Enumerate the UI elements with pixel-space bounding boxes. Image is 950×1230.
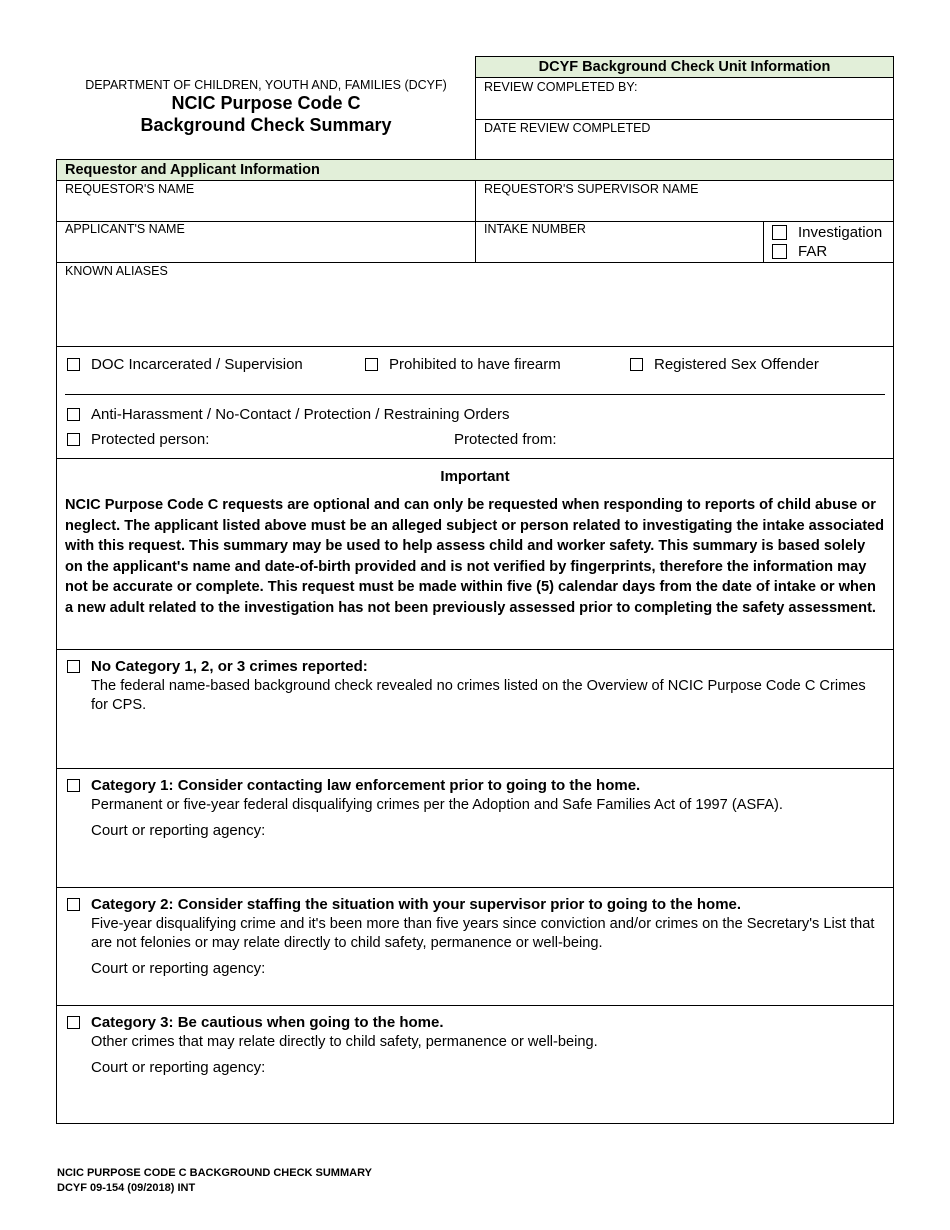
category-1-section <box>57 769 893 887</box>
no-category-checkbox[interactable] <box>67 660 80 673</box>
category-3-desc: Other crimes that may relate directly to child safety, permanence or well-being. <box>91 1034 598 1050</box>
investigation-label: Investigation <box>798 224 883 241</box>
protected-person-option[interactable] <box>67 431 209 448</box>
known-aliases-field[interactable]: KNOWN ALIASES <box>65 264 168 278</box>
firearm-checkbox[interactable] <box>365 358 378 371</box>
intake-number-field[interactable]: INTAKE NUMBER <box>484 222 586 236</box>
sex-offender-option[interactable] <box>630 356 819 373</box>
category-2-checkbox[interactable] <box>67 898 80 911</box>
form-title-line1: NCIC Purpose Code C <box>171 93 361 113</box>
supervisor-name-field[interactable]: REQUESTOR'S SUPERVISOR NAME <box>484 182 699 196</box>
unit-info-heading: DCYF Background Check Unit Information <box>476 57 893 78</box>
main-form <box>56 159 894 1124</box>
no-category-title: No Category 1, 2, or 3 crimes reported: <box>91 658 368 675</box>
flags-divider <box>65 394 885 395</box>
footer-form-name: NCIC PURPOSE CODE C BACKGROUND CHECK SUMMARY <box>57 1167 372 1179</box>
firearm-label: Prohibited to have firearm <box>389 356 561 373</box>
important-heading: Important <box>440 468 510 485</box>
requestor-name-field[interactable]: REQUESTOR'S NAME <box>65 182 195 196</box>
protected-person-label: Protected person: <box>91 431 210 448</box>
category-1-agency-field[interactable]: Court or reporting agency: <box>91 822 266 839</box>
date-review-completed-field[interactable]: DATE REVIEW COMPLETED <box>484 121 651 135</box>
sex-offender-checkbox[interactable] <box>630 358 643 371</box>
department-name: DEPARTMENT OF CHILDREN, YOUTH AND, FAMILIES (DCYF) <box>85 78 447 92</box>
applicant-name-field[interactable]: APPLICANT'S NAME <box>65 222 185 236</box>
far-label: FAR <box>798 243 828 260</box>
category-2-agency-field[interactable]: Court or reporting agency: <box>91 960 266 977</box>
category-2-section <box>57 888 893 1006</box>
sex-offender-label: Registered Sex Offender <box>654 356 819 373</box>
orders-checkbox[interactable] <box>67 408 80 421</box>
orders-label: Anti-Harassment / No-Contact / Protection / Restraining Orders <box>91 406 510 423</box>
category-1-desc: Permanent or five-year federal disqualifying crimes per the Adoption and Safe Families Act of 1997 (ASFA). <box>91 797 783 813</box>
doc-option[interactable] <box>67 356 303 373</box>
unit-info-box <box>475 56 894 159</box>
category-3-section <box>57 1006 893 1123</box>
requestor-section-heading: Requestor and Applicant Information <box>57 160 893 181</box>
no-category-desc: The federal name-based background check revealed no crimes listed on the Overview of NCIC Purpose Code C Crimes for CPS. <box>91 678 866 713</box>
category-2-desc: Five-year disqualifying crime and it's been more than five years since conviction and/or crimes on the Secretary's List that are not felonies or may relate directly to child safety, permanence or well-being. <box>91 916 875 951</box>
category-1-title: Category 1: Consider contacting law enforcement prior to going to the home. <box>91 777 641 794</box>
firearm-option[interactable] <box>365 356 561 373</box>
category-3-title: Category 3: Be cautious when going to the home. <box>91 1014 444 1031</box>
orders-option[interactable] <box>67 406 510 423</box>
far-option[interactable] <box>772 243 827 260</box>
category-3-agency-field[interactable]: Court or reporting agency: <box>91 1059 266 1076</box>
protected-person-checkbox[interactable] <box>67 433 80 446</box>
protected-from-label: Protected from: <box>454 431 557 448</box>
important-text: NCIC Purpose Code C requests are optional and can only be requested when responding to reports of child abuse or neglect. The applicant listed above must be an alleged subject or person related to investigating the intake associated with this request. This summary may be used to help assess child and worker safety. This summary is based solely on the applicant's name and date-of-birth provided and is not verified by fingerprints, therefore the information may not be accurate or complete. This request must be made within five (5) calendar days from the date of intake or when a new adult related to the investigation has not been previously assessed prior to completing the safety assessment. <box>65 497 885 616</box>
review-completed-by-field[interactable]: REVIEW COMPLETED BY: <box>484 80 638 94</box>
investigation-option[interactable] <box>772 224 882 241</box>
far-checkbox[interactable] <box>772 244 787 259</box>
form-title-line2: Background Check Summary <box>140 115 392 135</box>
category-2-title: Category 2: Consider staffing the situation with your supervisor prior to going to the home. <box>91 896 742 913</box>
doc-checkbox[interactable] <box>67 358 80 371</box>
doc-label: DOC Incarcerated / Supervision <box>91 356 303 373</box>
investigation-checkbox[interactable] <box>772 225 787 240</box>
category-3-checkbox[interactable] <box>67 1016 80 1029</box>
footer-form-number: DCYF 09-154 (09/2018) INT <box>57 1182 196 1194</box>
no-category-section <box>57 650 893 768</box>
category-1-checkbox[interactable] <box>67 779 80 792</box>
